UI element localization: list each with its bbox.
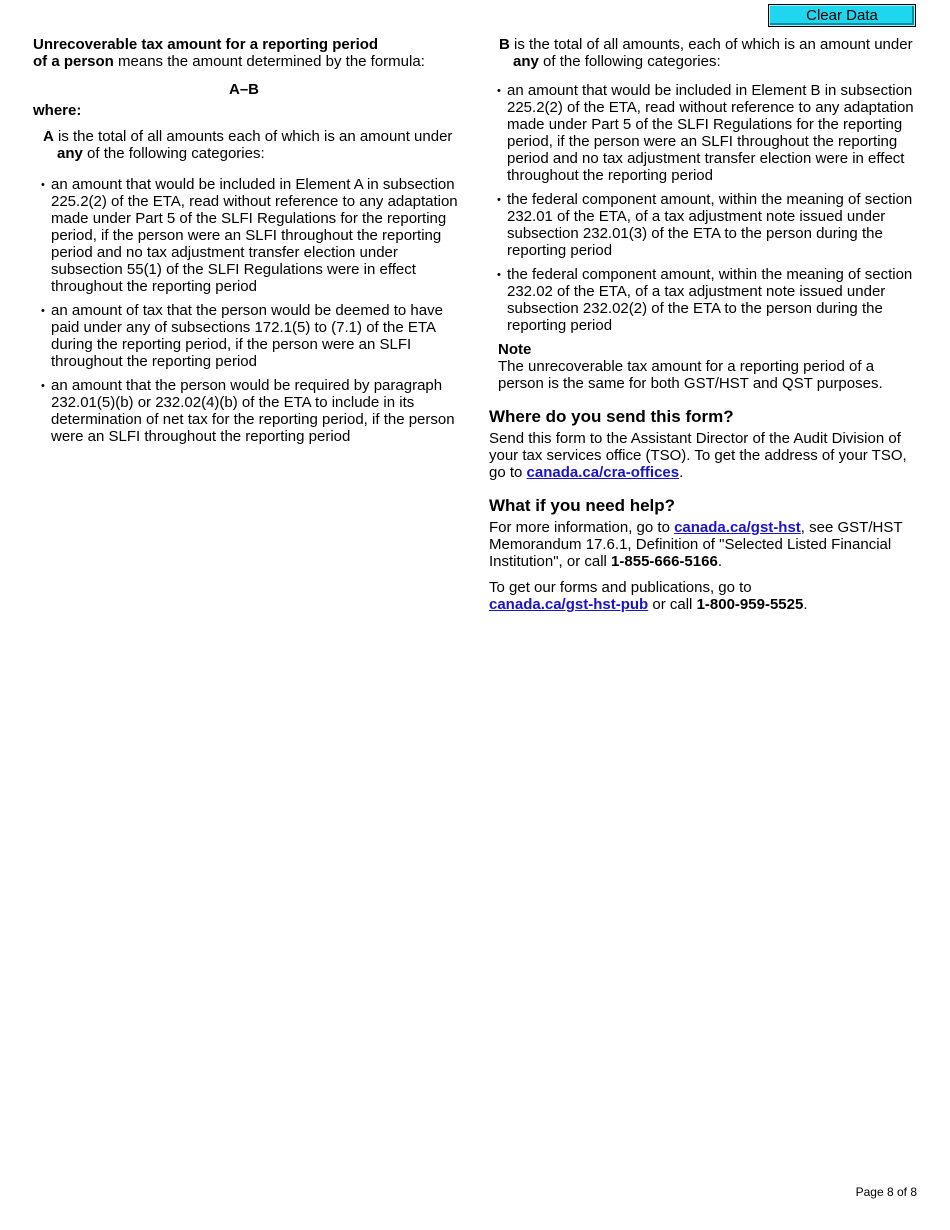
list-item: • an amount of tax that the person would be deemed to have paid under any of subsections 172.1(5) to (7.1) of the ETA during the reporting period, if the person were an SLFI throughout the reporting period (33, 302, 463, 370)
send-paragraph: Send this form to the Assistant Director of the Audit Division of your tax services office (TSO). To get the address of your TSO, go to canada.ca/cra-offices. (489, 430, 907, 481)
definition-term-1: Unrecoverable tax amount for a reporting period (33, 36, 379, 53)
forms-phone: 1-800-959-5525 (696, 596, 804, 613)
gst-hst-pub-link[interactable]: canada.ca/gst-hst-pub (489, 596, 649, 613)
list-item: • an amount that the person would be required by paragraph 232.01(5)(b) or 232.02(4)(b) of the ETA to include in its determination of net tax for the reporting period, if the person were an SLFI throughout the reporting period (33, 377, 463, 445)
list-item: • the federal component amount, within the meaning of section 232.01 of the ETA, of a tax adjustment note issued under subsection 232.01(3) of the ETA to the person during the reporting period (489, 191, 921, 259)
element-b-text-2: of the following categories: (538, 53, 721, 70)
list-item: • an amount that would be included in Element B in subsection 225.2(2) of the ETA, read without reference to any adaptation made under Part 5 of the SLFI Regulations for the reporting period, if the person were an SLFI throughout the reporting period and no tax adjustment transfer election were in effect throughout the reporting period (489, 82, 921, 184)
element-b-any: any (513, 53, 539, 70)
help-phone: 1-855-666-5166 (611, 553, 718, 570)
element-b-definition (489, 36, 921, 70)
note-text: The unrecoverable tax amount for a reporting period of a person is the same for both GST/HST and QST purposes. (498, 358, 883, 392)
help-text-1: For more information, go to (489, 519, 675, 536)
element-a-letter: A (43, 128, 54, 145)
send-text: Send this form to the Assistant Director of the Audit Division of your tax services office (TSO). To get the address of your TSO, go to (489, 430, 907, 481)
element-b-text-1: is the total of all amounts, each of which is an amount under (509, 36, 913, 53)
forms-text-1: To get our forms and publications, go to (489, 579, 752, 596)
gst-hst-link[interactable]: canada.ca/gst-hst (674, 519, 801, 536)
where-label: where: (33, 102, 82, 119)
forms-paragraph: To get our forms and publications, go to canada.ca/gst-hst-pub or call 1-800-959-5525. (489, 579, 808, 613)
definition-rest: means the amount determined by the formula: (113, 53, 425, 70)
help-text-2: , see GST/HST Memorandum 17.6.1, Definition of "Selected Listed Financial Institution", or call (489, 519, 903, 570)
note-block (498, 341, 921, 392)
element-b-letter: B (499, 36, 510, 53)
formula: A–B (228, 81, 259, 98)
list-item: • an amount that would be included in Element A in subsection 225.2(2) of the ETA, read without reference to any adaptation made under Part 5 of the SLFI Regulations for the reporting period, if the person were an SLFI throughout the reporting period and no tax adjustment transfer election under subsection 55(1) of the SLFI Regulations were in effect throughout the reporting period (33, 176, 463, 295)
send-heading: Where do you send this form? (489, 407, 734, 426)
help-paragraph: For more information, go to canada.ca/gst-hst, see GST/HST Memorandum 17.6.1, Definition of "Selected Listed Financial Institution", or call 1-855-666-5166. (489, 519, 903, 570)
right-column (489, 36, 921, 613)
element-b-list (489, 82, 921, 334)
help-heading: What if you need help? (489, 496, 676, 515)
clear-data-button[interactable]: Clear Data (768, 4, 916, 27)
cra-offices-link[interactable]: canada.ca/cra-offices (526, 464, 680, 481)
definition-paragraph (33, 36, 463, 70)
page-number: Page 8 of 8 (855, 1185, 917, 1199)
list-item: • the federal component amount, within the meaning of section 232.02 of the ETA, of a tax adjustment note issued under subsection 232.02(2) of the ETA to the person during the reporting period (489, 266, 921, 334)
element-a-text-2: of the following categories: (82, 145, 265, 162)
definition-term-2: of a person (33, 53, 114, 70)
element-a-list (33, 176, 463, 445)
left-column (33, 36, 463, 445)
note-title: Note (498, 341, 532, 358)
element-a-text-1: is the total of all amounts each of which is an amount under (53, 128, 453, 145)
element-a-any: any (57, 145, 83, 162)
element-a-definition (33, 128, 463, 162)
forms-text-2: or call (648, 596, 697, 613)
